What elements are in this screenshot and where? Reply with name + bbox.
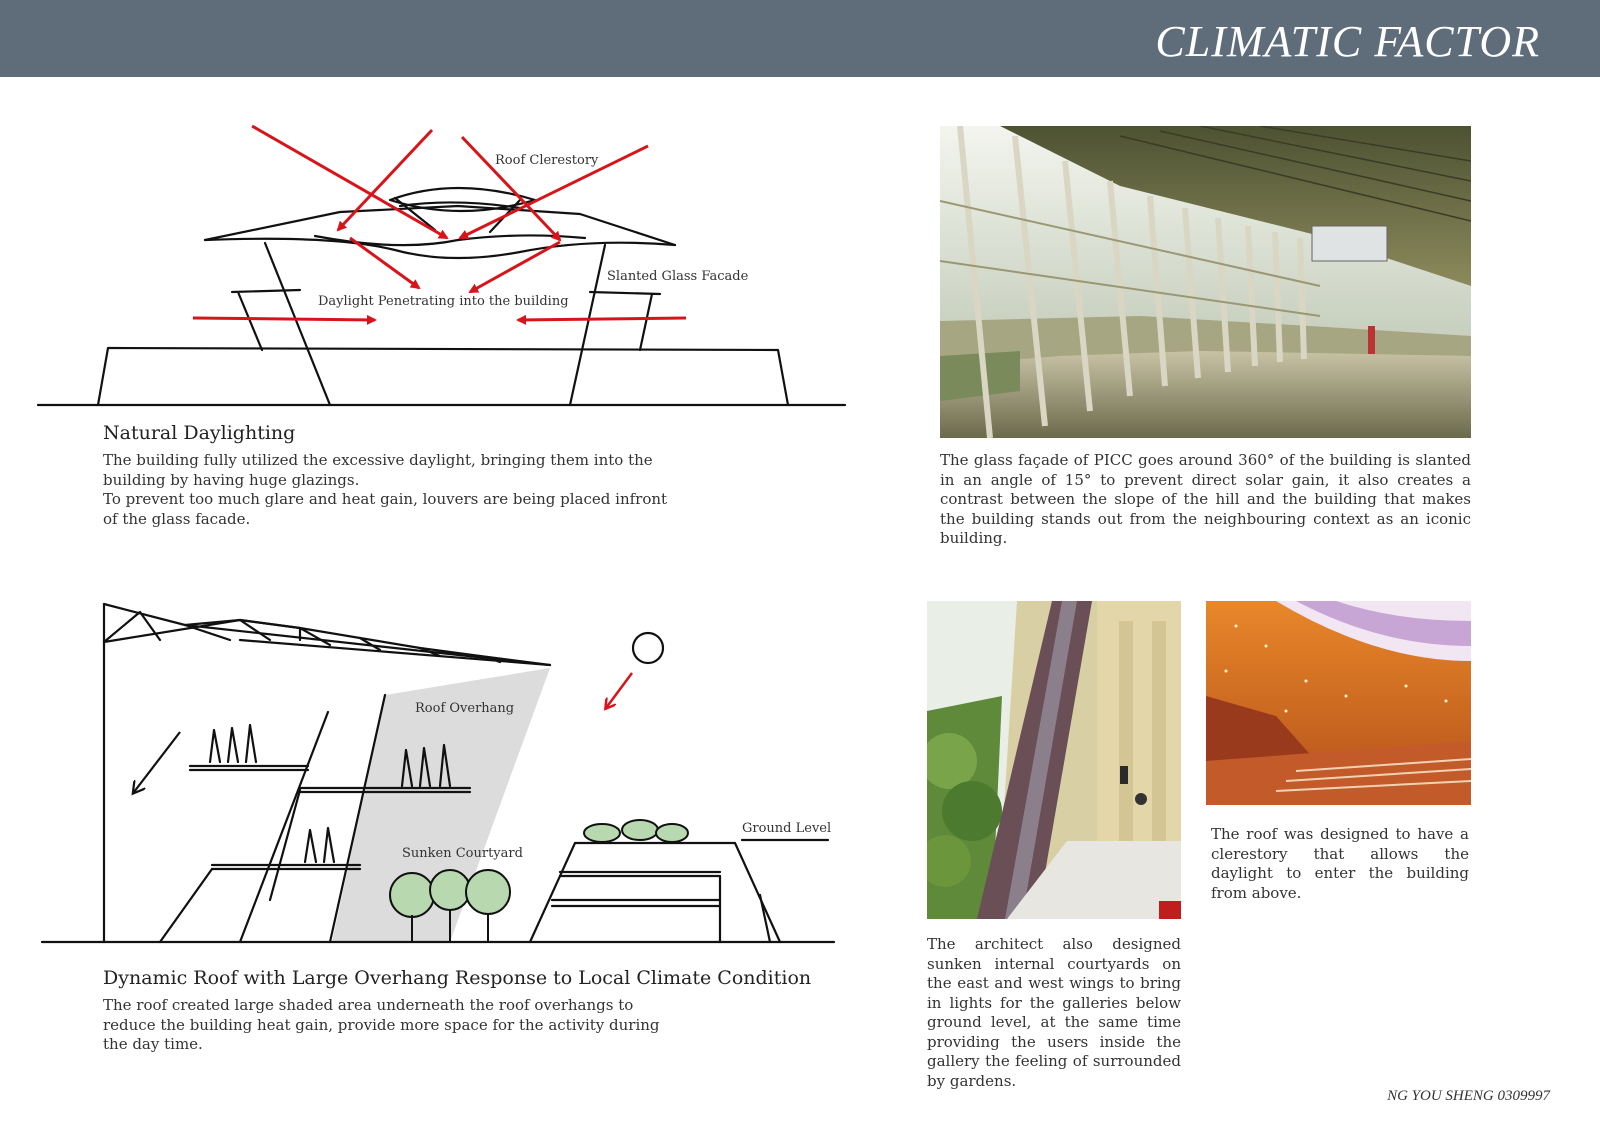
daylight-line-2: To prevent too much glare and heat gain, louvers are being placed infront of the glass facade. <box>103 490 668 528</box>
clerestory-hall-photo <box>1206 601 1471 805</box>
clerestory-caption: The roof was designed to have a clerestory that allows the daylight to enter the building from above. <box>1211 825 1469 902</box>
author-credit: NG YOU SHENG 0309997 <box>1387 1088 1550 1104</box>
label-ground-level: Ground Level <box>742 821 832 836</box>
page-title: CLIMATIC FACTOR <box>1155 17 1540 66</box>
facade-left <box>265 243 330 405</box>
label-daylight-penetrating: Daylight Penetrating into the building <box>318 294 569 309</box>
glass-facade-photo <box>940 126 1471 438</box>
facade-right <box>570 245 605 405</box>
header-bar <box>0 0 1600 77</box>
roof-heading: Dynamic Roof with Large Overhang Response to Local Climate Condition <box>103 967 812 989</box>
label-roof-overhang: Roof Overhang <box>415 701 515 716</box>
daylight-heading: Natural Daylighting <box>103 422 296 444</box>
label-sunken-courtyard: Sunken Courtyard <box>402 846 523 861</box>
courtyard-caption: The architect also designed sunken internal courtyards on the east and west wings to bring in lights for the galleries below ground level, at the same time providing the users inside the gallery the feeling of surrounded by gardens. <box>927 935 1181 1090</box>
sun-icon <box>633 633 663 663</box>
roof-description: The roof created large shaded area underneath the roof overhangs to reduce the building heat gain, provide more space for the activity during the day time. <box>103 996 660 1053</box>
label-slanted-glass-facade: Slanted Glass Facade <box>607 269 749 284</box>
daylight-line-1: The building fully utilized the excessive daylight, bringing them into the building by having huge glazings. <box>103 451 653 489</box>
roof-overhang-sketch <box>0 590 880 950</box>
sunken-courtyard-photo <box>927 601 1181 919</box>
podium-outline <box>98 348 788 405</box>
facade-caption: The glass façade of PICC goes around 360° of the building is slanted in an angle of 15° to prevent direct solar gain, it also creates a contrast between the slope of the hill and the building that makes the building stands out from the neighbouring context as an iconic building. <box>940 451 1471 547</box>
daylight-section-sketch <box>0 110 880 420</box>
daylight-description <box>103 451 668 529</box>
label-roof-clerestory: Roof Clerestory <box>495 153 599 168</box>
